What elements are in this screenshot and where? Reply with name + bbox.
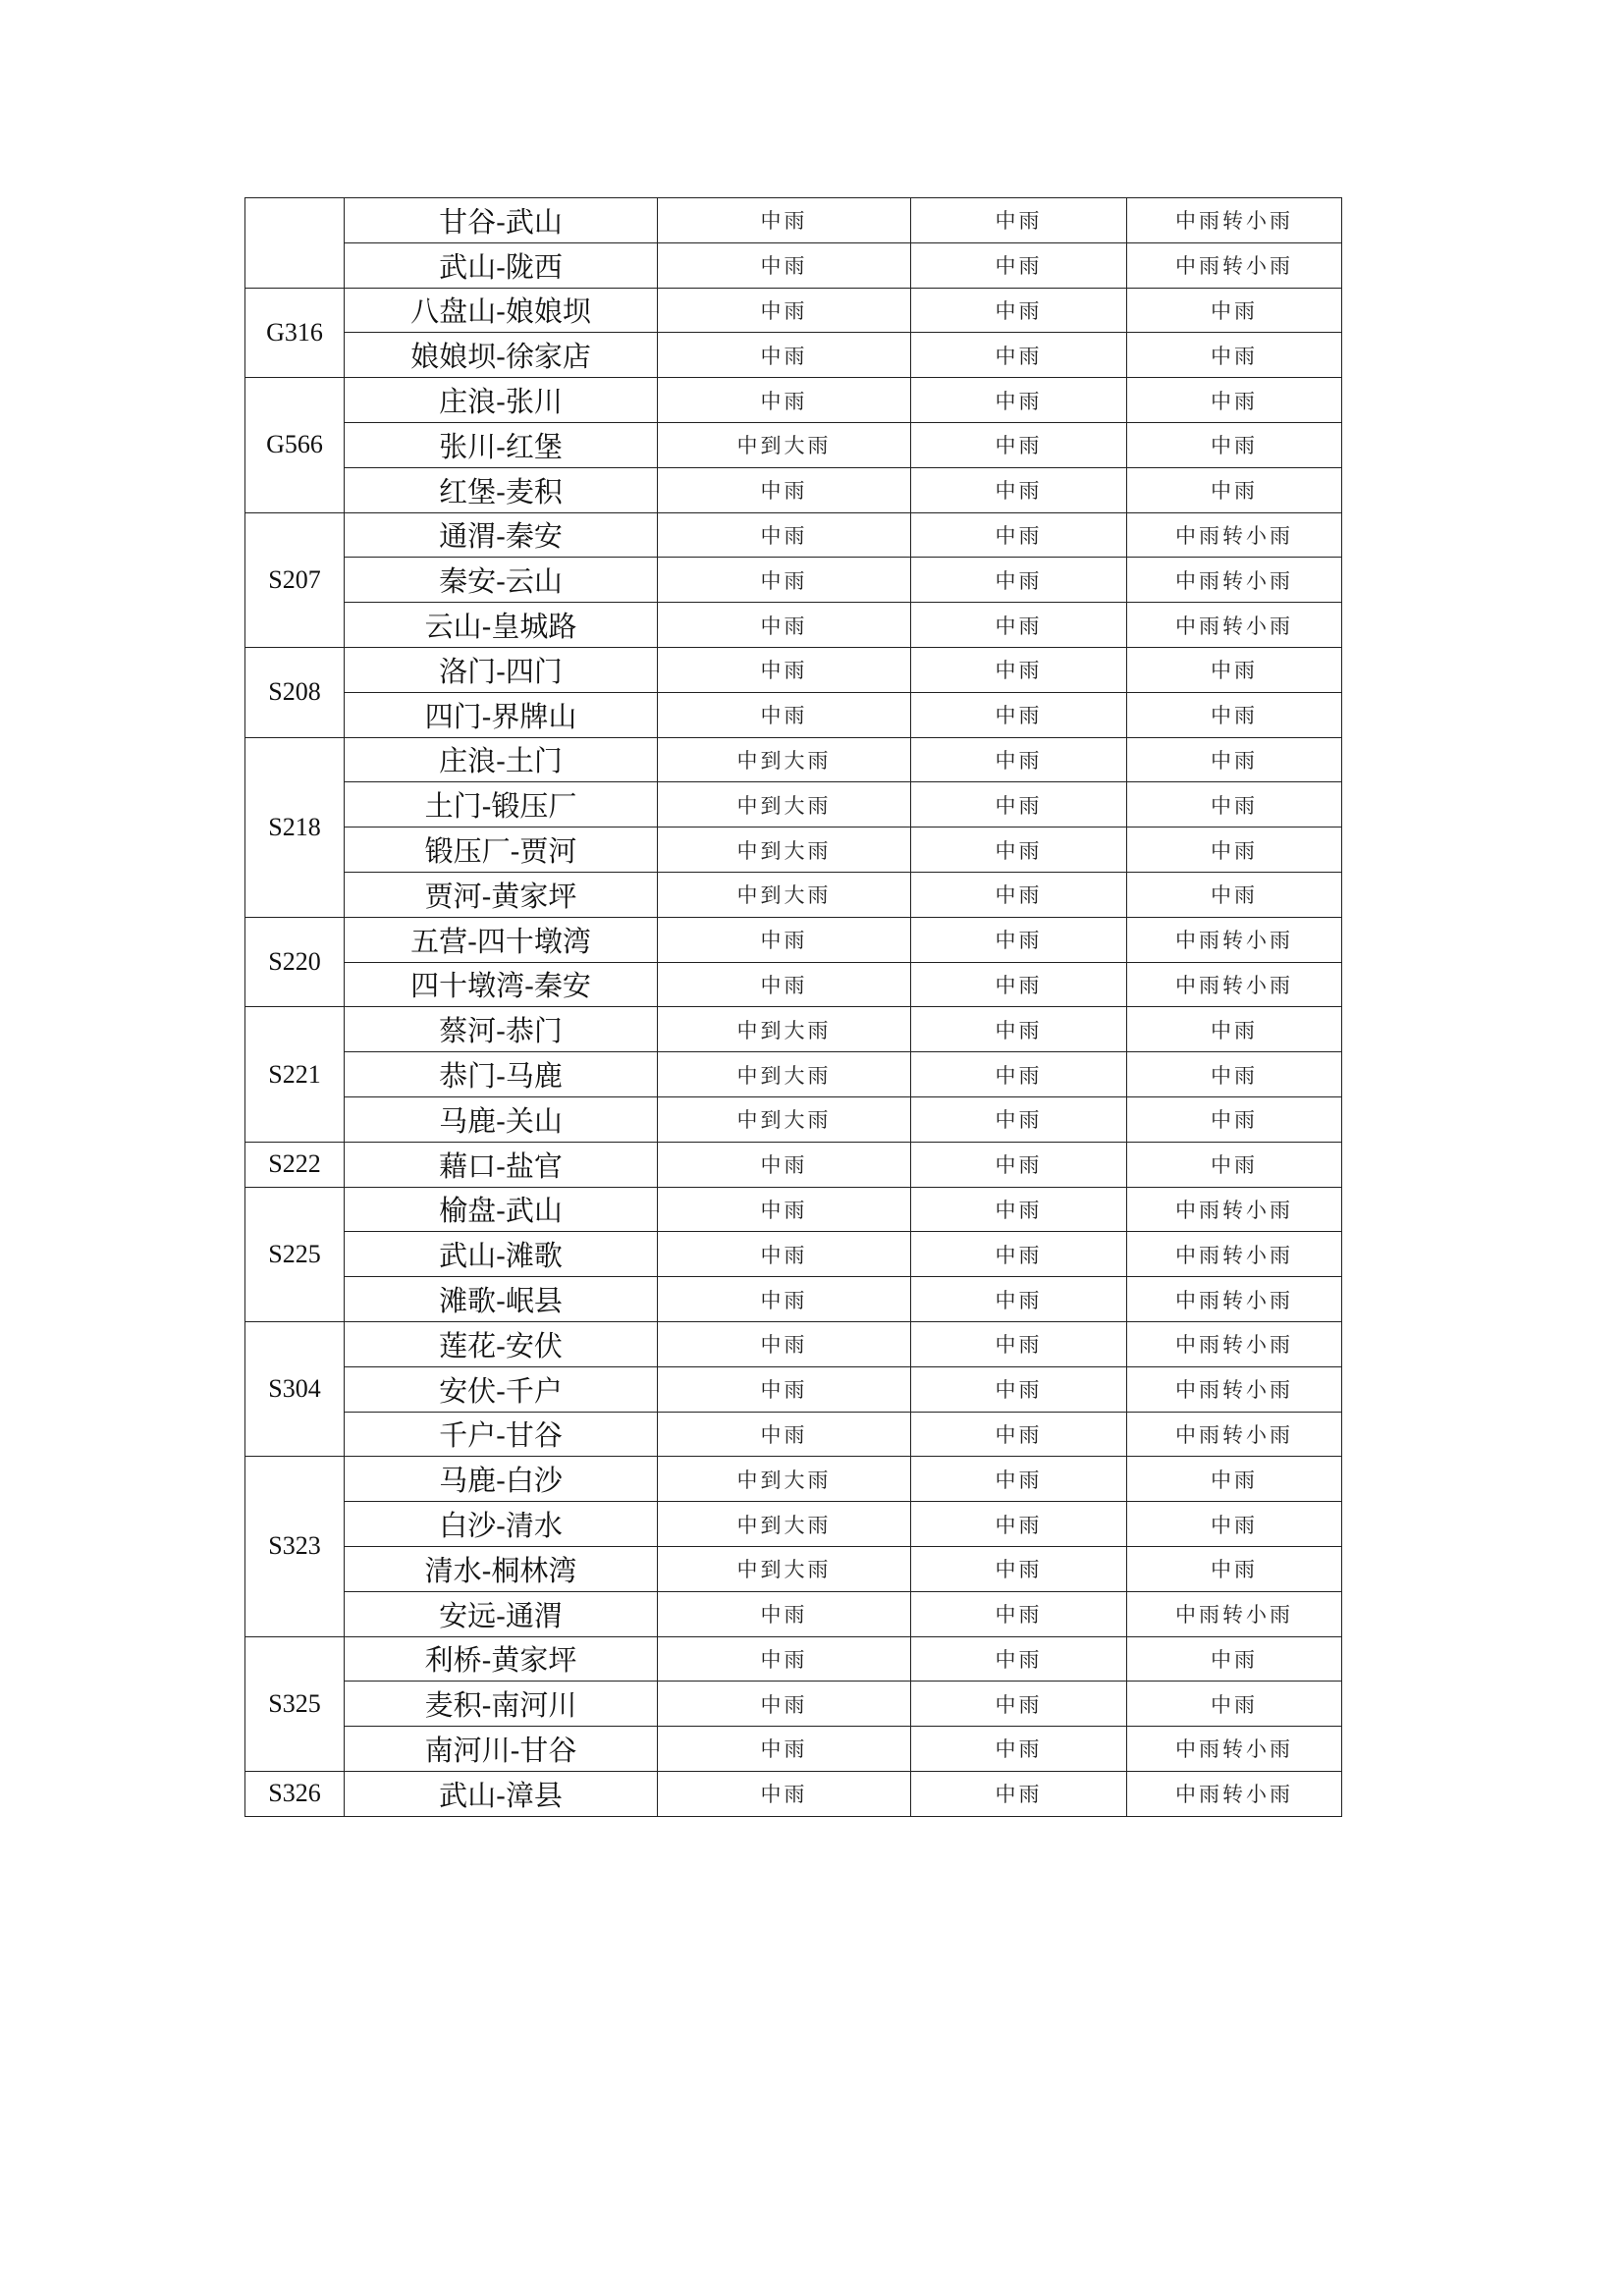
forecast-cell-2: 中雨: [911, 1771, 1127, 1816]
forecast-cell-1: 中雨: [658, 647, 911, 692]
forecast-cell-2: 中雨: [911, 828, 1127, 873]
forecast-cell-1: 中雨: [658, 1636, 911, 1682]
table-row: [245, 1636, 1342, 1682]
forecast-cell-1: 中到大雨: [658, 737, 911, 782]
forecast-cell-1: 中雨: [658, 242, 911, 288]
segment-cell: 张川-红堡: [345, 422, 658, 467]
forecast-cell-2: 中雨: [911, 1321, 1127, 1366]
segment-cell: 秦安-云山: [345, 558, 658, 603]
segment-cell: 八盘山-娘娘坝: [345, 288, 658, 333]
table-row: [245, 1591, 1342, 1636]
segment-cell: 安伏-千户: [345, 1366, 658, 1412]
road-code-cell: [245, 198, 345, 289]
forecast-cell-3: 中雨转小雨: [1127, 1232, 1342, 1277]
segment-cell: 武山-陇西: [345, 242, 658, 288]
table-row: [245, 422, 1342, 467]
table-row: [245, 737, 1342, 782]
forecast-cell-3: 中雨转小雨: [1127, 558, 1342, 603]
forecast-cell-2: 中雨: [911, 1007, 1127, 1052]
forecast-cell-1: 中雨: [658, 1771, 911, 1816]
road-code-cell: S225: [245, 1187, 345, 1321]
table-row: [245, 242, 1342, 288]
segment-cell: 云山-皇城路: [345, 603, 658, 648]
forecast-cell-2: 中雨: [911, 1682, 1127, 1727]
forecast-cell-1: 中雨: [658, 512, 911, 558]
forecast-cell-3: 中雨转小雨: [1127, 603, 1342, 648]
forecast-cell-1: 中到大雨: [658, 1546, 911, 1591]
forecast-cell-2: 中雨: [911, 1052, 1127, 1097]
forecast-cell-1: 中到大雨: [658, 1457, 911, 1502]
table-body: [245, 198, 1342, 1817]
table-row: [245, 647, 1342, 692]
road-code-cell: S218: [245, 737, 345, 917]
forecast-cell-2: 中雨: [911, 198, 1127, 243]
forecast-cell-1: 中到大雨: [658, 782, 911, 828]
forecast-cell-3: 中雨转小雨: [1127, 242, 1342, 288]
forecast-cell-2: 中雨: [911, 603, 1127, 648]
forecast-cell-3: 中雨: [1127, 647, 1342, 692]
table-row: [245, 1052, 1342, 1097]
forecast-cell-3: 中雨: [1127, 1502, 1342, 1547]
table-row: [245, 1546, 1342, 1591]
forecast-cell-1: 中到大雨: [658, 1007, 911, 1052]
forecast-cell-1: 中雨: [658, 917, 911, 962]
forecast-cell-2: 中雨: [911, 422, 1127, 467]
segment-cell: 蔡河-恭门: [345, 1007, 658, 1052]
segment-cell: 通渭-秦安: [345, 512, 658, 558]
forecast-cell-2: 中雨: [911, 1412, 1127, 1457]
table-row: [245, 467, 1342, 512]
segment-cell: 四门-界牌山: [345, 692, 658, 737]
table-row: [245, 333, 1342, 378]
forecast-cell-1: 中到大雨: [658, 1502, 911, 1547]
segment-cell: 利桥-黄家坪: [345, 1636, 658, 1682]
forecast-cell-3: 中雨转小雨: [1127, 962, 1342, 1007]
forecast-cell-1: 中雨: [658, 603, 911, 648]
forecast-cell-3: 中雨: [1127, 872, 1342, 917]
forecast-cell-2: 中雨: [911, 872, 1127, 917]
segment-cell: 恭门-马鹿: [345, 1052, 658, 1097]
forecast-cell-1: 中雨: [658, 1366, 911, 1412]
forecast-cell-1: 中雨: [658, 1727, 911, 1772]
table-row: [245, 692, 1342, 737]
segment-cell: 庄浪-土门: [345, 737, 658, 782]
forecast-cell-2: 中雨: [911, 1502, 1127, 1547]
table-row: [245, 1502, 1342, 1547]
segment-cell: 武山-漳县: [345, 1771, 658, 1816]
forecast-cell-1: 中雨: [658, 1142, 911, 1187]
road-code-cell: S220: [245, 917, 345, 1007]
table-row: [245, 782, 1342, 828]
segment-cell: 榆盘-武山: [345, 1187, 658, 1232]
table-row: [245, 917, 1342, 962]
forecast-cell-3: 中雨: [1127, 692, 1342, 737]
segment-cell: 红堡-麦积: [345, 467, 658, 512]
table-row: [245, 1142, 1342, 1187]
forecast-cell-1: 中雨: [658, 1591, 911, 1636]
forecast-cell-1: 中雨: [658, 692, 911, 737]
forecast-cell-3: 中雨: [1127, 333, 1342, 378]
segment-cell: 庄浪-张川: [345, 378, 658, 423]
table-row: [245, 603, 1342, 648]
segment-cell: 甘谷-武山: [345, 198, 658, 243]
forecast-cell-1: 中到大雨: [658, 872, 911, 917]
table-row: [245, 1232, 1342, 1277]
forecast-cell-1: 中雨: [658, 1232, 911, 1277]
segment-cell: 清水-桐林湾: [345, 1546, 658, 1591]
road-code-cell: S304: [245, 1321, 345, 1456]
forecast-cell-3: 中雨转小雨: [1127, 1187, 1342, 1232]
forecast-cell-3: 中雨转小雨: [1127, 1277, 1342, 1322]
forecast-cell-3: 中雨: [1127, 288, 1342, 333]
forecast-cell-2: 中雨: [911, 1142, 1127, 1187]
forecast-cell-1: 中到大雨: [658, 422, 911, 467]
segment-cell: 千户-甘谷: [345, 1412, 658, 1457]
segment-cell: 白沙-清水: [345, 1502, 658, 1547]
forecast-cell-3: 中雨转小雨: [1127, 1321, 1342, 1366]
road-code-cell: G316: [245, 288, 345, 378]
forecast-cell-3: 中雨转小雨: [1127, 1412, 1342, 1457]
table-row: [245, 962, 1342, 1007]
table-row: [245, 828, 1342, 873]
road-code-cell: S208: [245, 647, 345, 737]
table-row: [245, 1412, 1342, 1457]
forecast-cell-1: 中雨: [658, 1412, 911, 1457]
segment-cell: 武山-滩歌: [345, 1232, 658, 1277]
table-row: [245, 1457, 1342, 1502]
forecast-cell-2: 中雨: [911, 1546, 1127, 1591]
table-row: [245, 512, 1342, 558]
forecast-cell-1: 中雨: [658, 378, 911, 423]
forecast-cell-3: 中雨: [1127, 378, 1342, 423]
forecast-cell-1: 中雨: [658, 1277, 911, 1322]
table-row: [245, 288, 1342, 333]
forecast-cell-3: 中雨: [1127, 422, 1342, 467]
segment-cell: 滩歌-岷县: [345, 1277, 658, 1322]
table-row: [245, 872, 1342, 917]
forecast-cell-2: 中雨: [911, 288, 1127, 333]
forecast-cell-2: 中雨: [911, 512, 1127, 558]
forecast-cell-3: 中雨: [1127, 467, 1342, 512]
table-row: [245, 1366, 1342, 1412]
forecast-cell-2: 中雨: [911, 917, 1127, 962]
segment-cell: 马鹿-白沙: [345, 1457, 658, 1502]
forecast-cell-1: 中雨: [658, 1682, 911, 1727]
road-forecast-table: [244, 197, 1342, 1817]
forecast-cell-1: 中雨: [658, 1321, 911, 1366]
segment-cell: 麦积-南河川: [345, 1682, 658, 1727]
forecast-cell-3: 中雨转小雨: [1127, 198, 1342, 243]
forecast-cell-3: 中雨: [1127, 737, 1342, 782]
forecast-cell-2: 中雨: [911, 1366, 1127, 1412]
forecast-cell-2: 中雨: [911, 782, 1127, 828]
forecast-cell-2: 中雨: [911, 378, 1127, 423]
forecast-cell-3: 中雨转小雨: [1127, 917, 1342, 962]
table-row: [245, 198, 1342, 243]
forecast-cell-1: 中雨: [658, 962, 911, 1007]
forecast-cell-1: 中到大雨: [658, 1052, 911, 1097]
segment-cell: 安远-通渭: [345, 1591, 658, 1636]
forecast-cell-2: 中雨: [911, 1232, 1127, 1277]
segment-cell: 洛门-四门: [345, 647, 658, 692]
road-code-cell: S221: [245, 1007, 345, 1142]
table-row: [245, 1187, 1342, 1232]
table-row: [245, 1727, 1342, 1772]
forecast-cell-1: 中雨: [658, 558, 911, 603]
segment-cell: 五营-四十墩湾: [345, 917, 658, 962]
forecast-cell-2: 中雨: [911, 1727, 1127, 1772]
forecast-cell-2: 中雨: [911, 962, 1127, 1007]
forecast-cell-3: 中雨转小雨: [1127, 1727, 1342, 1772]
forecast-cell-2: 中雨: [911, 1096, 1127, 1142]
forecast-cell-2: 中雨: [911, 333, 1127, 378]
forecast-cell-2: 中雨: [911, 647, 1127, 692]
forecast-cell-2: 中雨: [911, 242, 1127, 288]
segment-cell: 土门-锻压厂: [345, 782, 658, 828]
forecast-cell-1: 中雨: [658, 467, 911, 512]
segment-cell: 四十墩湾-秦安: [345, 962, 658, 1007]
segment-cell: 南河川-甘谷: [345, 1727, 658, 1772]
table-row: [245, 1321, 1342, 1366]
forecast-cell-2: 中雨: [911, 1187, 1127, 1232]
forecast-cell-2: 中雨: [911, 1277, 1127, 1322]
road-code-cell: S325: [245, 1636, 345, 1771]
forecast-cell-1: 中到大雨: [658, 1096, 911, 1142]
table-row: [245, 1096, 1342, 1142]
forecast-cell-3: 中雨转小雨: [1127, 1591, 1342, 1636]
forecast-cell-1: 中雨: [658, 288, 911, 333]
segment-cell: 娘娘坝-徐家店: [345, 333, 658, 378]
road-code-cell: G566: [245, 378, 345, 512]
forecast-cell-2: 中雨: [911, 737, 1127, 782]
forecast-cell-1: 中雨: [658, 333, 911, 378]
forecast-cell-3: 中雨转小雨: [1127, 512, 1342, 558]
table-row: [245, 1771, 1342, 1816]
forecast-cell-3: 中雨: [1127, 1142, 1342, 1187]
road-code-cell: S323: [245, 1457, 345, 1636]
forecast-cell-1: 中雨: [658, 1187, 911, 1232]
segment-cell: 马鹿-关山: [345, 1096, 658, 1142]
forecast-cell-3: 中雨转小雨: [1127, 1771, 1342, 1816]
forecast-cell-3: 中雨: [1127, 1096, 1342, 1142]
forecast-cell-3: 中雨转小雨: [1127, 1366, 1342, 1412]
forecast-cell-3: 中雨: [1127, 1457, 1342, 1502]
table-row: [245, 1007, 1342, 1052]
forecast-cell-2: 中雨: [911, 1636, 1127, 1682]
forecast-cell-3: 中雨: [1127, 828, 1342, 873]
table-row: [245, 1682, 1342, 1727]
forecast-cell-1: 中雨: [658, 198, 911, 243]
road-code-cell: S326: [245, 1771, 345, 1816]
segment-cell: 藉口-盐官: [345, 1142, 658, 1187]
forecast-cell-2: 中雨: [911, 1591, 1127, 1636]
forecast-cell-3: 中雨: [1127, 782, 1342, 828]
table-row: [245, 378, 1342, 423]
forecast-cell-3: 中雨: [1127, 1682, 1342, 1727]
forecast-cell-2: 中雨: [911, 692, 1127, 737]
road-code-cell: S222: [245, 1142, 345, 1187]
segment-cell: 莲花-安伏: [345, 1321, 658, 1366]
forecast-cell-2: 中雨: [911, 558, 1127, 603]
segment-cell: 锻压厂-贾河: [345, 828, 658, 873]
forecast-cell-3: 中雨: [1127, 1546, 1342, 1591]
forecast-cell-1: 中到大雨: [658, 828, 911, 873]
segment-cell: 贾河-黄家坪: [345, 872, 658, 917]
table-row: [245, 558, 1342, 603]
forecast-cell-3: 中雨: [1127, 1636, 1342, 1682]
forecast-cell-2: 中雨: [911, 467, 1127, 512]
forecast-cell-3: 中雨: [1127, 1007, 1342, 1052]
table-row: [245, 1277, 1342, 1322]
road-code-cell: S207: [245, 512, 345, 647]
forecast-cell-2: 中雨: [911, 1457, 1127, 1502]
forecast-cell-3: 中雨: [1127, 1052, 1342, 1097]
